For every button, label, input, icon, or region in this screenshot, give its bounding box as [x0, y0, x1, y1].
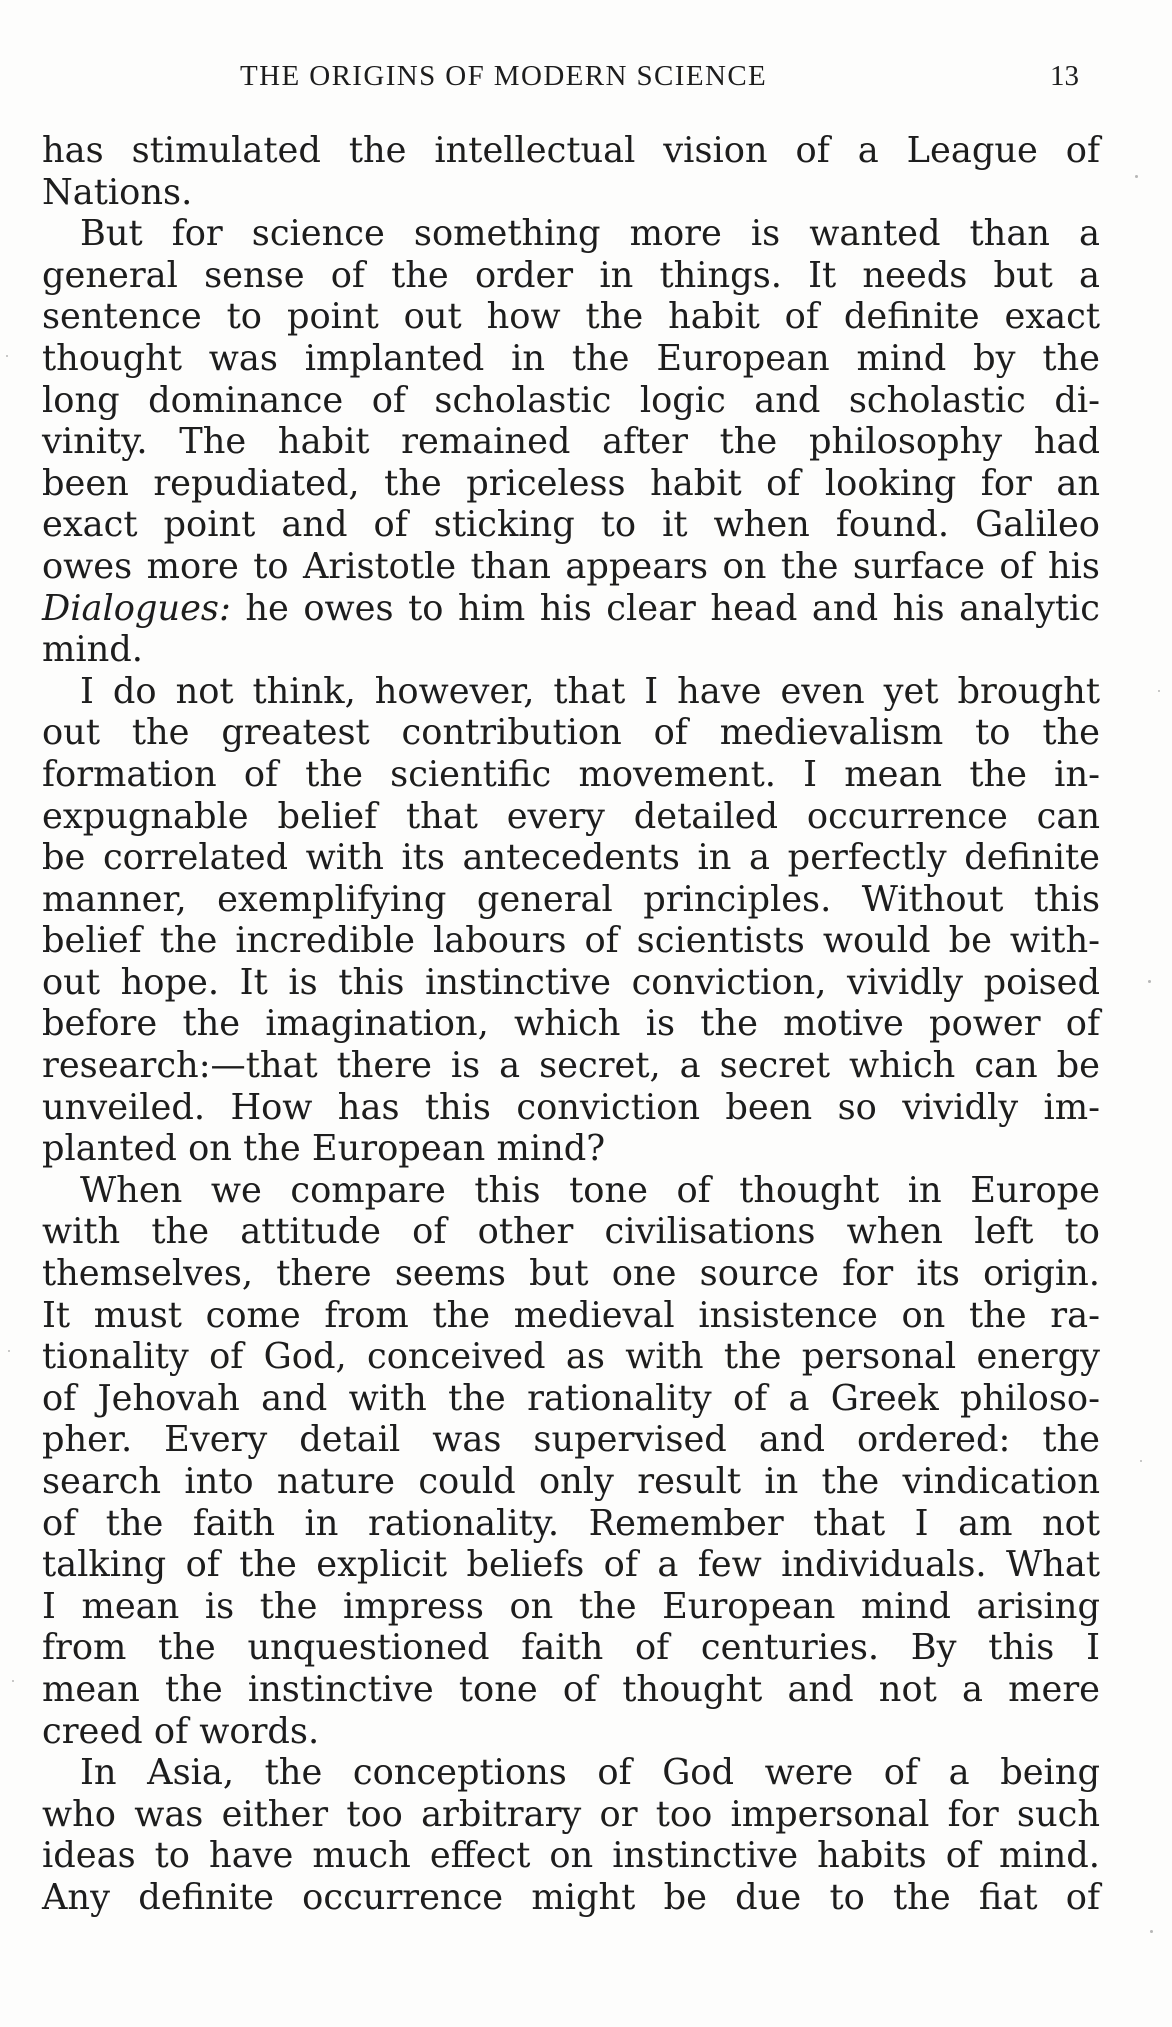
- text-line: of Jehovah and with the rationality of a Greek philoso-: [42, 1377, 1100, 1419]
- text-line: unveiled. How has this conviction been so vividly im-: [42, 1086, 1100, 1128]
- text-line: been repudiated, the priceless habit of looking for an: [42, 462, 1100, 504]
- text-line: from the unquestioned faith of centuries. By this I: [42, 1627, 1100, 1669]
- text-line: owes more to Aristotle than appears on the surface of his: [42, 545, 1100, 587]
- text-line-rest: he owes to him his clear head and his analytic: [230, 587, 1100, 629]
- text-line: expugnable belief that every detailed occurrence can: [42, 795, 1100, 837]
- running-title: THE ORIGINS OF MODERN SCIENCE: [240, 60, 768, 92]
- text-line: exact point and of sticking to it when found. Galileo: [42, 504, 1100, 546]
- text-line: sentence to point out how the habit of definite exact: [42, 296, 1100, 338]
- text-line: of the faith in rationality. Remember that I am not: [42, 1502, 1100, 1544]
- text-line: talking of the explicit beliefs of a few individuals. What: [42, 1544, 1100, 1586]
- text-line: But for science something more is wanted than a: [80, 213, 1100, 255]
- text-line: search into nature could only result in the vindication: [42, 1461, 1100, 1502]
- text-line: It must come from the medieval insistence on the ra-: [42, 1294, 1100, 1336]
- text-line: In Asia, the conceptions of God were of a being: [80, 1752, 1100, 1794]
- text-line: I mean is the impress on the European mind arising: [42, 1585, 1100, 1627]
- page-number: 13: [1050, 60, 1079, 92]
- text-line: thought was implanted in the European mind by the: [42, 337, 1100, 379]
- running-head: [0, 60, 1172, 100]
- text-line: I do not think, however, that I have even yet brought: [80, 670, 1100, 712]
- text-line: themselves, there seems but one source for its origin.: [42, 1253, 1100, 1295]
- text-line: pher. Every detail was supervised and ordered: the: [42, 1419, 1100, 1461]
- scan-speck: [1158, 690, 1160, 692]
- text-line: Nations.: [42, 171, 193, 213]
- text-line: Any definite occurrence might be due to the fiat of: [42, 1876, 1100, 1918]
- text-line: research:—that there is a secret, a secret which can be: [42, 1045, 1100, 1087]
- text-line: who was either too arbitrary or too impersonal for such: [42, 1793, 1100, 1835]
- body-text: [42, 130, 1100, 1919]
- text-line: ideas to have much effect on instinctive habits of mind.: [42, 1835, 1100, 1877]
- scan-speck: [6, 355, 8, 357]
- scan-speck: [12, 1680, 14, 1682]
- text-line: manner, exemplifying general principles. Without this: [42, 878, 1100, 920]
- text-line: [42, 588, 1100, 630]
- text-line: out hope. It is this instinctive conviction, vividly poised: [42, 961, 1100, 1003]
- text-line: mind.: [42, 629, 143, 671]
- text-line: creed of words.: [42, 1710, 320, 1752]
- text-line: general sense of the order in things. It needs but a: [42, 254, 1100, 296]
- text-line: with the attitude of other civilisations when left to: [42, 1211, 1100, 1253]
- text-line: formation of the scientific movement. I mean the in-: [42, 753, 1100, 795]
- text-line: planted on the European mind?: [42, 1128, 606, 1170]
- text-line: mean the instinctive tone of thought and not a mere: [42, 1668, 1100, 1710]
- text-line: tionality of God, conceived as with the personal energy: [42, 1336, 1100, 1378]
- text-line: vinity. The habit remained after the philosophy had: [42, 421, 1100, 463]
- text-line: long dominance of scholastic logic and scholastic di-: [42, 379, 1100, 421]
- book-title-dialogues: Dialogues:: [42, 587, 231, 629]
- text-line: be correlated with its antecedents in a perfectly definite: [42, 837, 1100, 879]
- scan-speck: [1140, 1460, 1142, 1462]
- text-line: When we compare this tone of thought in Europe: [80, 1169, 1100, 1211]
- scan-speck: [8, 1350, 10, 1352]
- text-line: out the greatest contribution of medievalism to the: [42, 712, 1100, 754]
- scan-speck: [1135, 175, 1138, 178]
- text-line: belief the incredible labours of scientists would be with-: [42, 920, 1100, 962]
- scan-speck: [1150, 1930, 1153, 1933]
- text-line: before the imagination, which is the motive power of: [42, 1003, 1100, 1045]
- scan-speck: [1148, 980, 1151, 983]
- text-line: has stimulated the intellectual vision of a League of: [42, 130, 1100, 171]
